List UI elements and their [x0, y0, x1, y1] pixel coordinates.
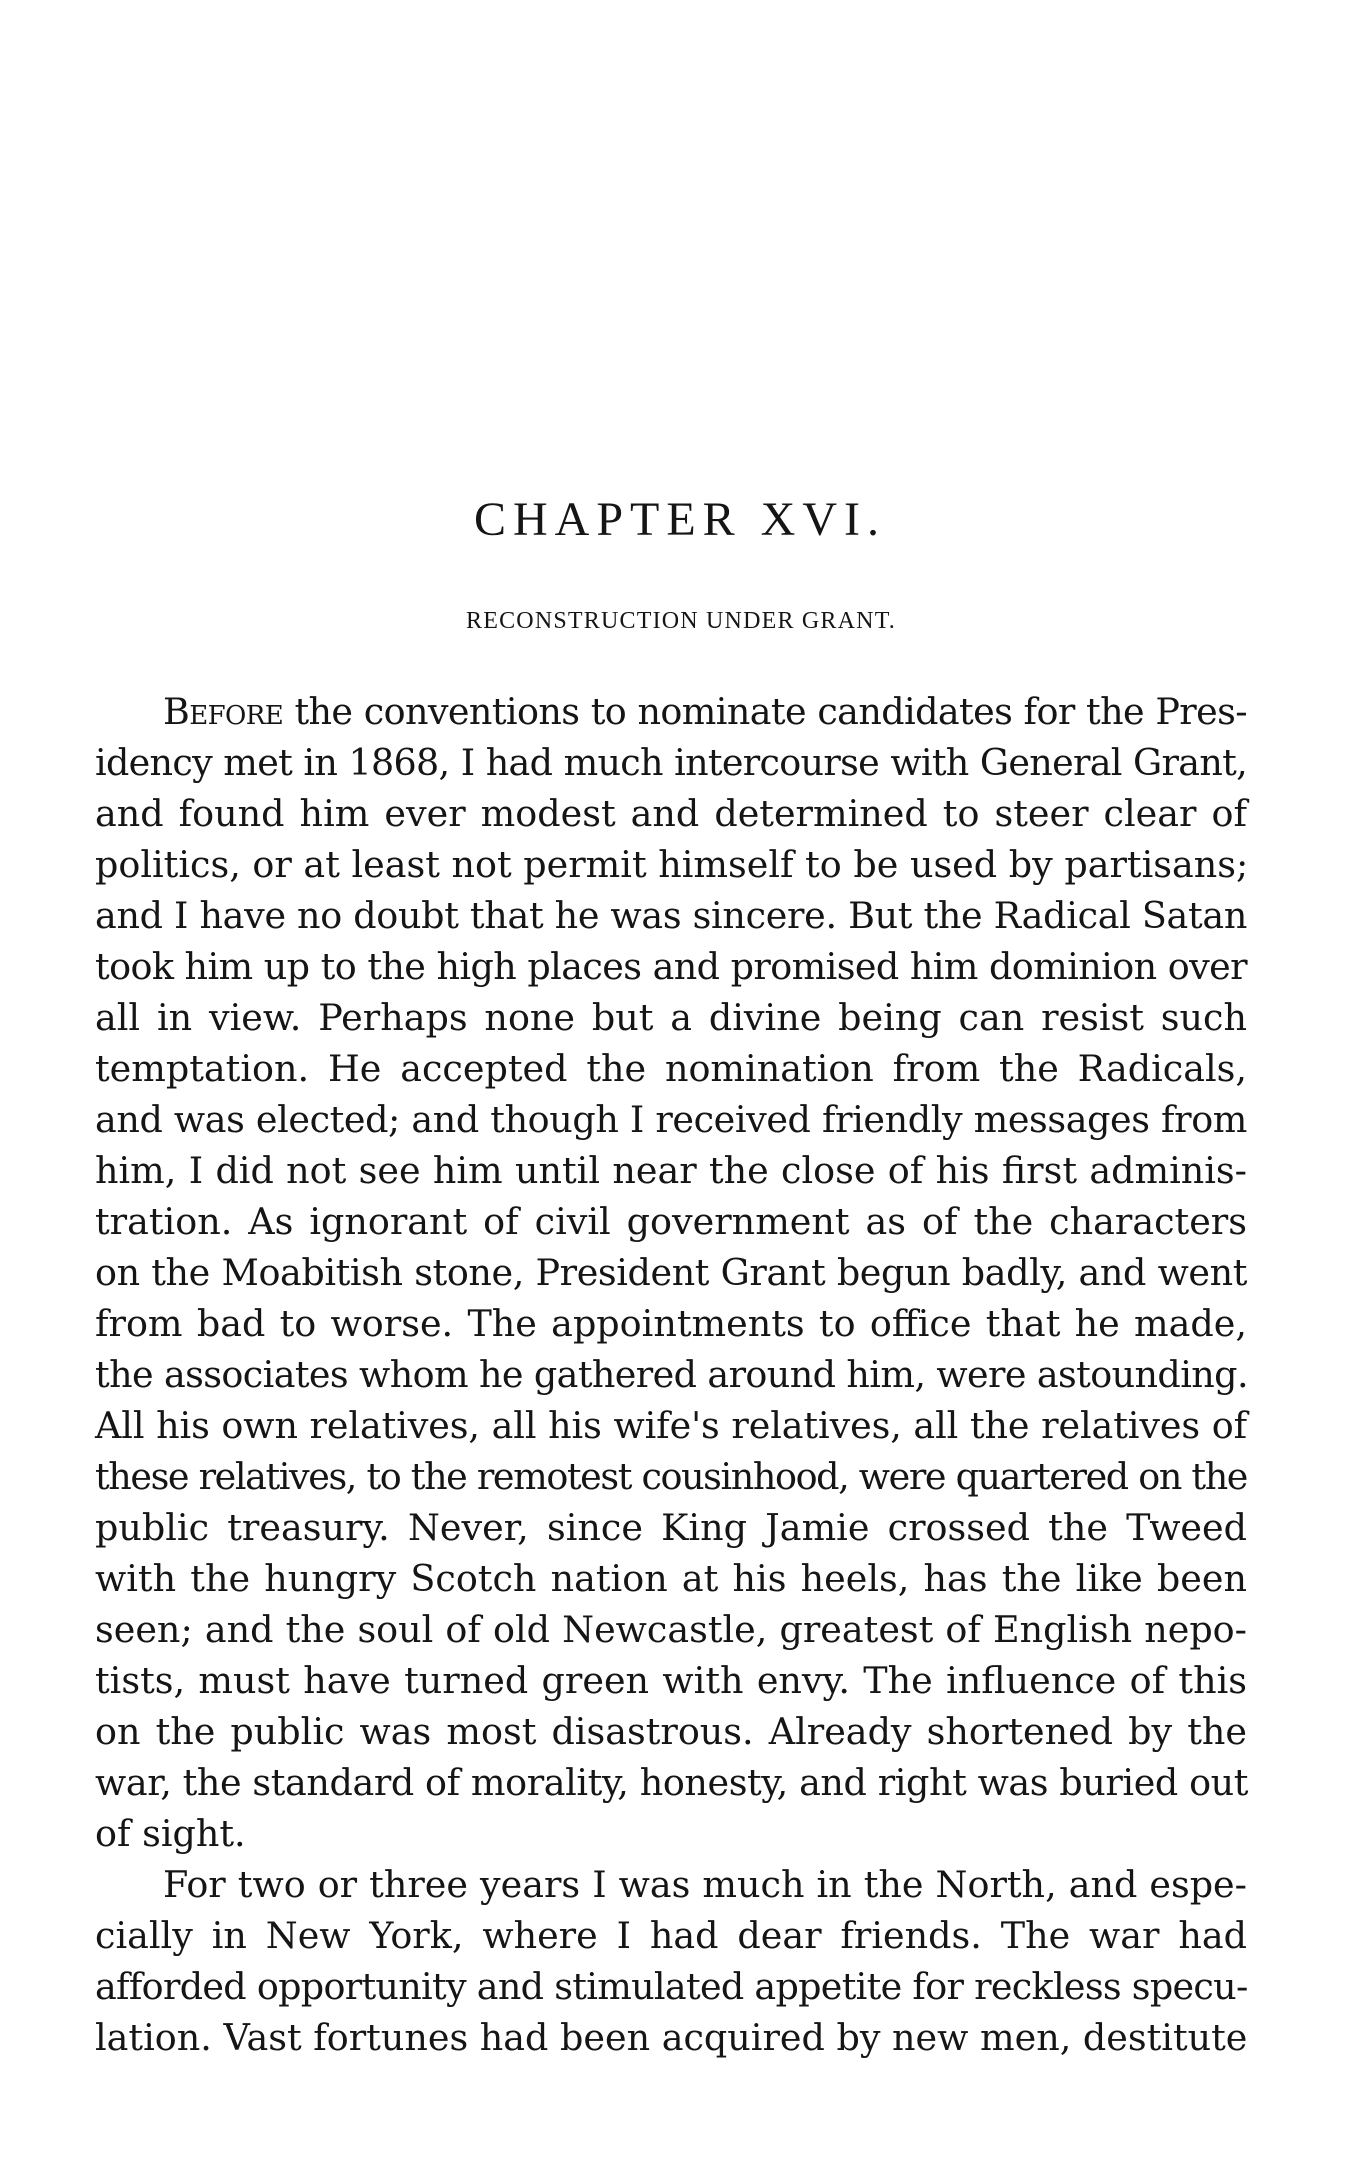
text-line: and was elected; and though I received friendly messages from — [95, 1098, 1247, 1141]
text-line: idency met in 1868, I had much intercourse with General Grant, — [95, 741, 1247, 784]
text-line: all in view. Perhaps none but a divine being can resist such — [95, 996, 1247, 1039]
text-line: tists, must have turned green with envy. The influence of this — [95, 1659, 1247, 1702]
text-line: politics, or at least not permit himself to be used by partisans; — [95, 843, 1249, 886]
text-line: tration. As ignorant of civil government as of the characters — [95, 1200, 1247, 1243]
text-line: and found him ever modest and determined to steer clear of — [95, 792, 1247, 835]
text-line: Before the conventions to nominate candidates for the Pres- — [163, 690, 1247, 733]
text-line: him, I did not see him until near the close of his first adminis- — [95, 1149, 1247, 1192]
text-line: For two or three years I was much in the North, and espe- — [163, 1863, 1247, 1906]
text-line: the associates whom he gathered around him, were astounding. — [95, 1353, 1248, 1396]
text-line: on the public was most disastrous. Already shortened by the — [95, 1710, 1247, 1753]
book-page — [95, 0, 1247, 2165]
text-line: cially in New York, where I had dear friends. The war had — [95, 1914, 1247, 1957]
text-line: from bad to worse. The appointments to office that he made, — [95, 1302, 1247, 1345]
text-line: of sight. — [95, 1812, 246, 1855]
text-line: with the hungry Scotch nation at his heels, has the like been — [95, 1557, 1247, 1600]
paragraph-2 — [95, 1859, 1247, 2063]
text-line: afforded opportunity and stimulated appetite for reckless specu- — [95, 1965, 1248, 2008]
text-line: and I have no doubt that he was sincere. But the Radical Satan — [95, 894, 1248, 937]
text-line: temptation. He accepted the nomination from the Radicals, — [95, 1047, 1247, 1090]
chapter-subtitle: RECONSTRUCTION UNDER GRANT. — [466, 608, 896, 634]
text-line: took him up to the high places and promised him dominion over — [95, 945, 1247, 988]
text-line: lation. Vast fortunes had been acquired by new men, destitute — [95, 2016, 1248, 2059]
paragraph-1 — [95, 686, 1247, 1859]
text-line: war, the standard of morality, honesty, and right was buried out — [95, 1761, 1249, 1804]
text-line: these relatives, to the remotest cousinhood, were quartered on the — [95, 1455, 1247, 1498]
text-line: public treasury. Never, since King Jamie crossed the Tweed — [95, 1506, 1247, 1549]
text-line: seen; and the soul of old Newcastle, greatest of English nepo- — [95, 1608, 1247, 1651]
chapter-title: CHAPTER XVI. — [473, 493, 886, 546]
text-line: on the Moabitish stone, President Grant begun badly, and went — [95, 1251, 1247, 1294]
body-text — [95, 686, 1247, 2063]
text-line: All his own relatives, all his wife's relatives, all the relatives of — [95, 1404, 1247, 1447]
paragraph-lead-word: Before — [163, 690, 284, 733]
